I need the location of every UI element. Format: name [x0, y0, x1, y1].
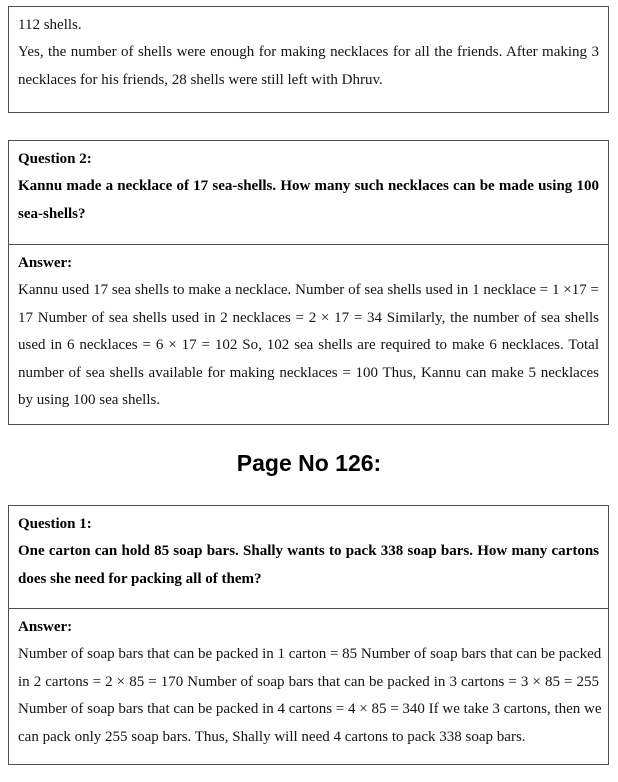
intro-answer-line: 112 shells.: [18, 17, 82, 33]
question1-label: Question 1:: [18, 516, 92, 532]
question2-text-line: Kannu made a necklace of 17 sea-shells. How many such necklaces can be made using 100: [18, 178, 599, 195]
question1-answer-section: [9, 608, 608, 764]
question1-answer-line: in 2 cartons = 2 × 85 = 170 Number of soap bars that can be packed in 3 cartons = 3 × 85 = 255: [18, 673, 599, 690]
page-heading: Page No 126:: [236, 450, 382, 476]
question2-box: [8, 140, 609, 425]
question1-text-line: One carton can hold 85 soap bars. Shally wants to pack 338 soap bars. How many cartons: [18, 543, 599, 560]
intro-answer-section: [9, 7, 608, 94]
question2-label: Question 2:: [18, 151, 92, 167]
intro-answer-box: [8, 6, 609, 113]
question1-answer-line: can pack only 255 soap bars. Thus, Shally will need 4 cartons to pack 338 soap bars.: [18, 728, 526, 745]
question2-answer-line: Kannu used 17 sea shells to make a necklace. Number of sea shells used in 1 necklace = 1 ×17 =: [18, 282, 599, 299]
question1-section: [9, 506, 608, 608]
intro-answer-line: necklaces for his friends, 28 shells were still left with Dhruv.: [18, 71, 383, 88]
question2-text-line: sea-shells?: [18, 205, 86, 222]
intro-answer-line: Yes, the number of shells were enough for making necklaces for all the friends. After making 3: [18, 44, 599, 61]
question2-answer-label: Answer:: [18, 255, 73, 271]
question1-text-line: does she need for packing all of them?: [18, 570, 262, 587]
question1-answer-line: Number of soap bars that can be packed in 4 cartons = 4 × 85 = 340 If we take 3 cartons, then we: [18, 701, 602, 718]
question1-answer-label: Answer:: [18, 619, 73, 635]
question2-answer-line: by using 100 sea shells.: [18, 392, 161, 409]
question2-section: [9, 141, 608, 244]
question2-answer-section: [9, 244, 608, 424]
question1-answer-line: Number of soap bars that can be packed in 1 carton = 85 Number of soap bars that can be packed: [18, 646, 602, 663]
question2-answer-line: 17 Number of sea shells used in 2 necklaces = 2 × 17 = 34 Similarly, the number of sea shells: [18, 309, 599, 326]
question2-answer-line: number of sea shells available for making necklaces = 100 Thus, Kannu can make 5 necklaces: [18, 364, 599, 381]
question2-answer-line: used in 6 necklaces = 6 × 17 = 102 So, 102 sea shells are required to make 6 necklaces. Total: [18, 337, 599, 354]
question1-box: [8, 505, 609, 765]
